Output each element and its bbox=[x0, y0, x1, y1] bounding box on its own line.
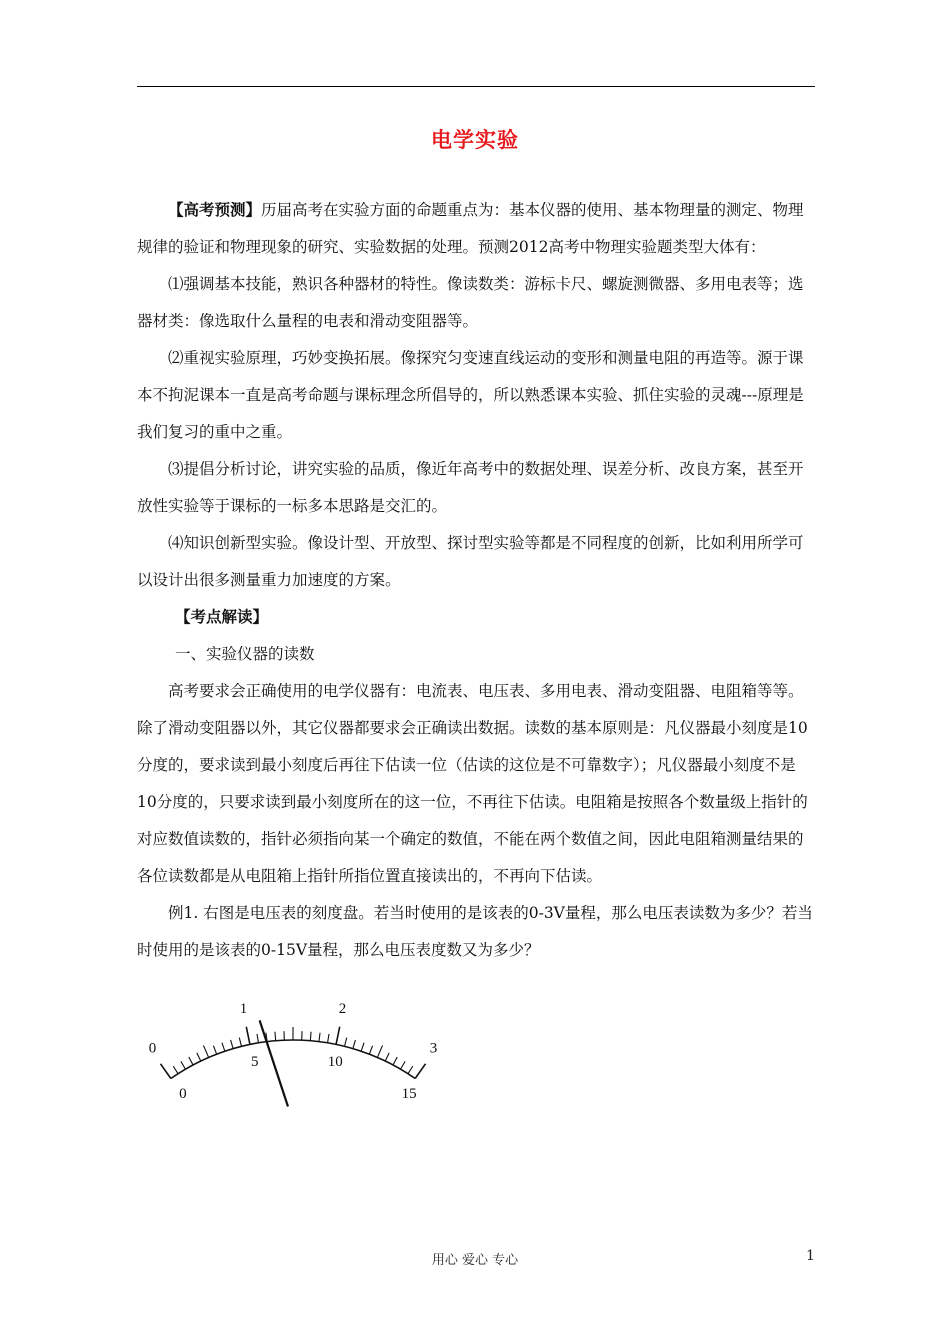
dial-tick bbox=[197, 1053, 201, 1061]
dial-tick bbox=[345, 1038, 347, 1047]
dial-tick bbox=[203, 1045, 208, 1057]
forecast-item-3: ⑶提倡分析讨论，讲究实验的品质，像近年高考中的数据处理、误差分析、改良方案，甚至开放性实验等于课标的一标多本思路是交汇的。 bbox=[137, 460, 804, 515]
page-title: 电学实验 bbox=[431, 128, 519, 152]
section-heading-instrument-reading: 一、实验仪器的读数 bbox=[175, 645, 315, 663]
dial-tick bbox=[401, 1061, 406, 1069]
example-1: 例1. 右图是电压表的刻度盘。若当时使用的是该表的0-3V量程，那么电压表读数为多少？若当时使用的是该表的0-15V量程，那么电压表度数又为多少？ bbox=[137, 904, 813, 959]
dial-tick bbox=[385, 1053, 389, 1061]
dial-tick bbox=[239, 1038, 241, 1047]
dial-tick bbox=[377, 1045, 382, 1057]
document-body bbox=[137, 192, 815, 969]
dial-arc-line bbox=[171, 1040, 415, 1079]
header-rule bbox=[137, 86, 815, 87]
footer-slogan: 用心 爱心 专心 bbox=[431, 1253, 519, 1268]
dial-tick bbox=[257, 1034, 258, 1043]
dial-tick bbox=[408, 1066, 413, 1074]
forecast-item-2: ⑵重视实验原理，巧妙变换拓展。像探究匀变速直线运动的变形和测量电阻的再造等。源于课本不拘泥课本一直是高考命题与课标理念所倡导的，所以熟悉课本实验、抓住实验的灵魂---原理是我们复习的重中之重。 bbox=[137, 349, 804, 441]
dial-arc bbox=[171, 1040, 415, 1079]
dial-tick bbox=[181, 1061, 186, 1069]
dial-tick bbox=[310, 1032, 311, 1041]
voltmeter-dial bbox=[148, 955, 460, 1110]
dial-top-label: 1 bbox=[239, 1001, 248, 1018]
dial-bottom-label: 0 bbox=[179, 1085, 187, 1102]
dial-top-label: 2 bbox=[338, 1001, 347, 1018]
forecast-item-4: ⑷知识创新型实验。像设计型、开放型、探讨型实验等都是不同程度的创新，比如利用所学可以设计出很多测量重力加速度的方案。 bbox=[137, 534, 804, 589]
dial-bottom-label: 5 bbox=[251, 1054, 259, 1071]
dial-bottom-label: 15 bbox=[401, 1085, 417, 1102]
dial-tick bbox=[393, 1057, 397, 1065]
forecast-label: 【高考预测】 bbox=[168, 201, 262, 219]
dial-tick bbox=[173, 1066, 178, 1074]
dial-tick bbox=[353, 1040, 356, 1049]
dial-tick bbox=[369, 1046, 372, 1054]
dial-tick bbox=[246, 1027, 250, 1045]
dial-tick bbox=[361, 1043, 364, 1052]
dial-tick bbox=[213, 1046, 216, 1054]
dial-tick bbox=[336, 1027, 340, 1045]
dial-top-label: 3 bbox=[429, 1040, 438, 1057]
dial-tick bbox=[328, 1034, 329, 1043]
dial-tick bbox=[161, 1064, 171, 1079]
page-number: 1 bbox=[806, 1248, 815, 1264]
dial-tick bbox=[222, 1043, 225, 1052]
forecast-paragraph bbox=[137, 192, 815, 266]
dial-tick bbox=[319, 1033, 320, 1042]
dial-bottom-label: 10 bbox=[327, 1054, 343, 1071]
dial-tick bbox=[415, 1064, 425, 1079]
dial-tick bbox=[189, 1057, 193, 1065]
forecast-item-1: ⑴强调基本技能，熟识各种器材的特性。像读数类：游标卡尺、螺旋测微器、多用电表等；选器材类：像选取什么量程的电表和滑动变阻器等。 bbox=[137, 275, 804, 330]
instrument-reading-body: 高考要求会正确使用的电学仪器有：电流表、电压表、多用电表、滑动变阻器、电阻箱等等。除了滑动变阻器以外，其它仪器都要求会正确读出数据。读数的基本原则是：凡仪器最小刻度是10分度的，要求读到最小刻度后再往下估读一位（估读的这位是不可靠数字）；凡仪器最小刻度不是10分度的，只要求读到最小刻度所在的这一位，不再往下估读。电阻箱是按照各个数量级上指针的对应数值读数的，指针必须指向某一个确定的数值，不能在两个数值之间，因此电阻箱测量结果的各位读数都是从电阻箱上指针所指位置直接读出的，不再向下估读。 bbox=[137, 682, 808, 885]
dial-tick bbox=[275, 1032, 276, 1041]
kaodian-heading: 【考点解读】 bbox=[175, 608, 269, 626]
dial-top-label: 0 bbox=[148, 1040, 157, 1057]
dial-ticks bbox=[161, 1027, 426, 1079]
forecast-intro: 历届高考在实验方面的命题重点为：基本仪器的使用、基本物理量的测定、物理规律的验证和物理现象的研究、实验数据的处理。预测2012高考中物理实验题类型大体有： bbox=[137, 201, 804, 256]
dial-tick bbox=[231, 1040, 234, 1049]
